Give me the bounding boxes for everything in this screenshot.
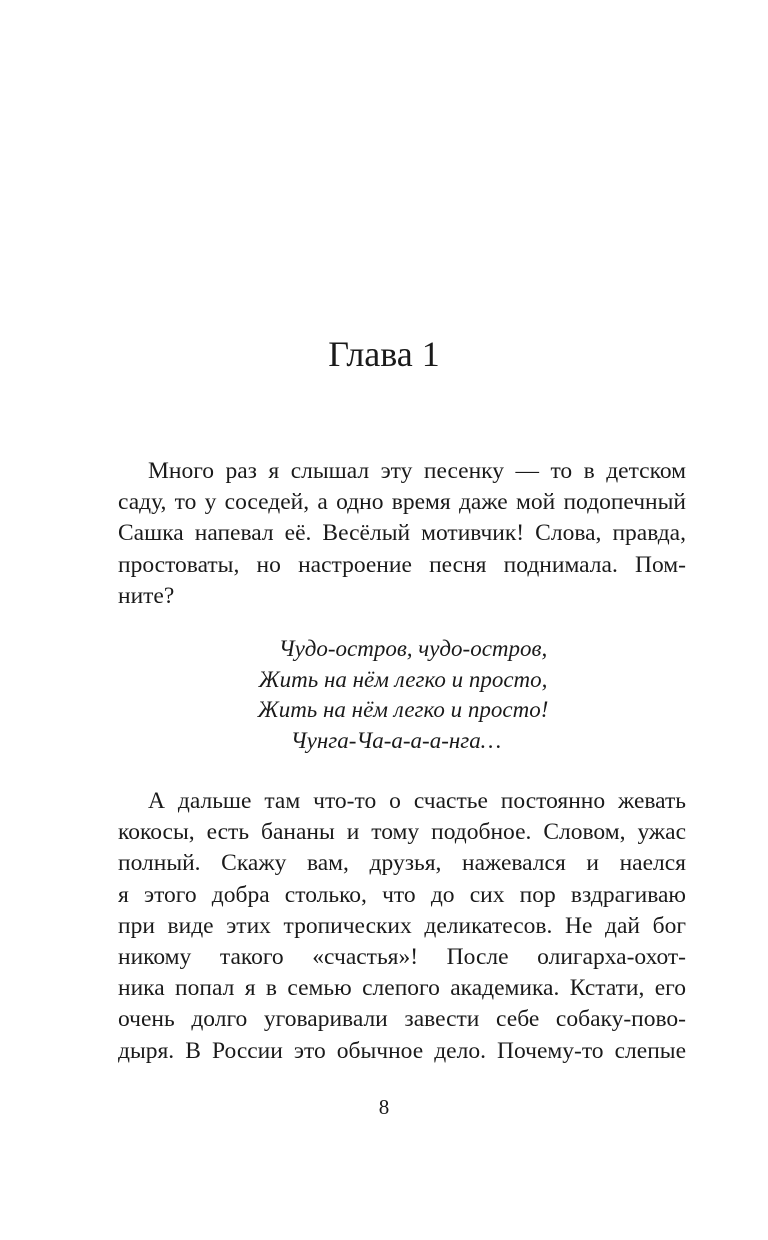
- paragraph-line: Сашка напевал её. Весёлый мотивчик! Слова, правда,: [118, 520, 686, 547]
- paragraph-line: А дальше там что-то о счастье постоянно жевать: [148, 788, 686, 814]
- paragraph-line: Много раз я слышал эту песенку — то в детском: [148, 458, 686, 484]
- paragraph-line: очень долго уговаривали завести себе собаку-пово-: [118, 1006, 686, 1033]
- chapter-title: Глава 1: [328, 334, 440, 374]
- paragraph-line: дыря. В России это обычное дело. Почему-то слепые: [118, 1037, 686, 1064]
- verse-line: Чудо-остров, чудо-остров,: [278, 636, 548, 661]
- paragraph-intro: [118, 456, 686, 612]
- paragraph-continuation: [118, 786, 686, 1067]
- paragraph-line: ника попал я в семью слепого академика. Кстати, его: [118, 975, 686, 1002]
- paragraph-line: саду, то у соседей, а одно время даже мой подопечный: [118, 489, 686, 516]
- verse-line: Жить на нём легко и просто!: [257, 697, 549, 722]
- paragraph-line: простоваты, но настроение песня поднимала. Пом-: [118, 551, 686, 578]
- paragraph-line: ните?: [118, 582, 175, 609]
- song-verse: [0, 634, 768, 756]
- paragraph-line: полный. Скажу вам, друзья, нажевался и наелся: [118, 850, 686, 877]
- paragraph-line: я этого добра столько, что до сих пор вздрагиваю: [118, 881, 686, 908]
- paragraph-line: никому такого «счастья»! После олигарха-охот-: [118, 944, 686, 971]
- paragraph-line: кокосы, есть бананы и тому подобное. Словом, ужас: [118, 819, 686, 846]
- verse-line: Жить на нём легко и просто,: [258, 666, 548, 692]
- page-number: 8: [378, 1095, 390, 1119]
- verse-line: Чунга-Ча-а-а-а-нга…: [290, 727, 502, 753]
- paragraph-line: при виде этих тропических деликатесов. Не дай бог: [118, 912, 686, 939]
